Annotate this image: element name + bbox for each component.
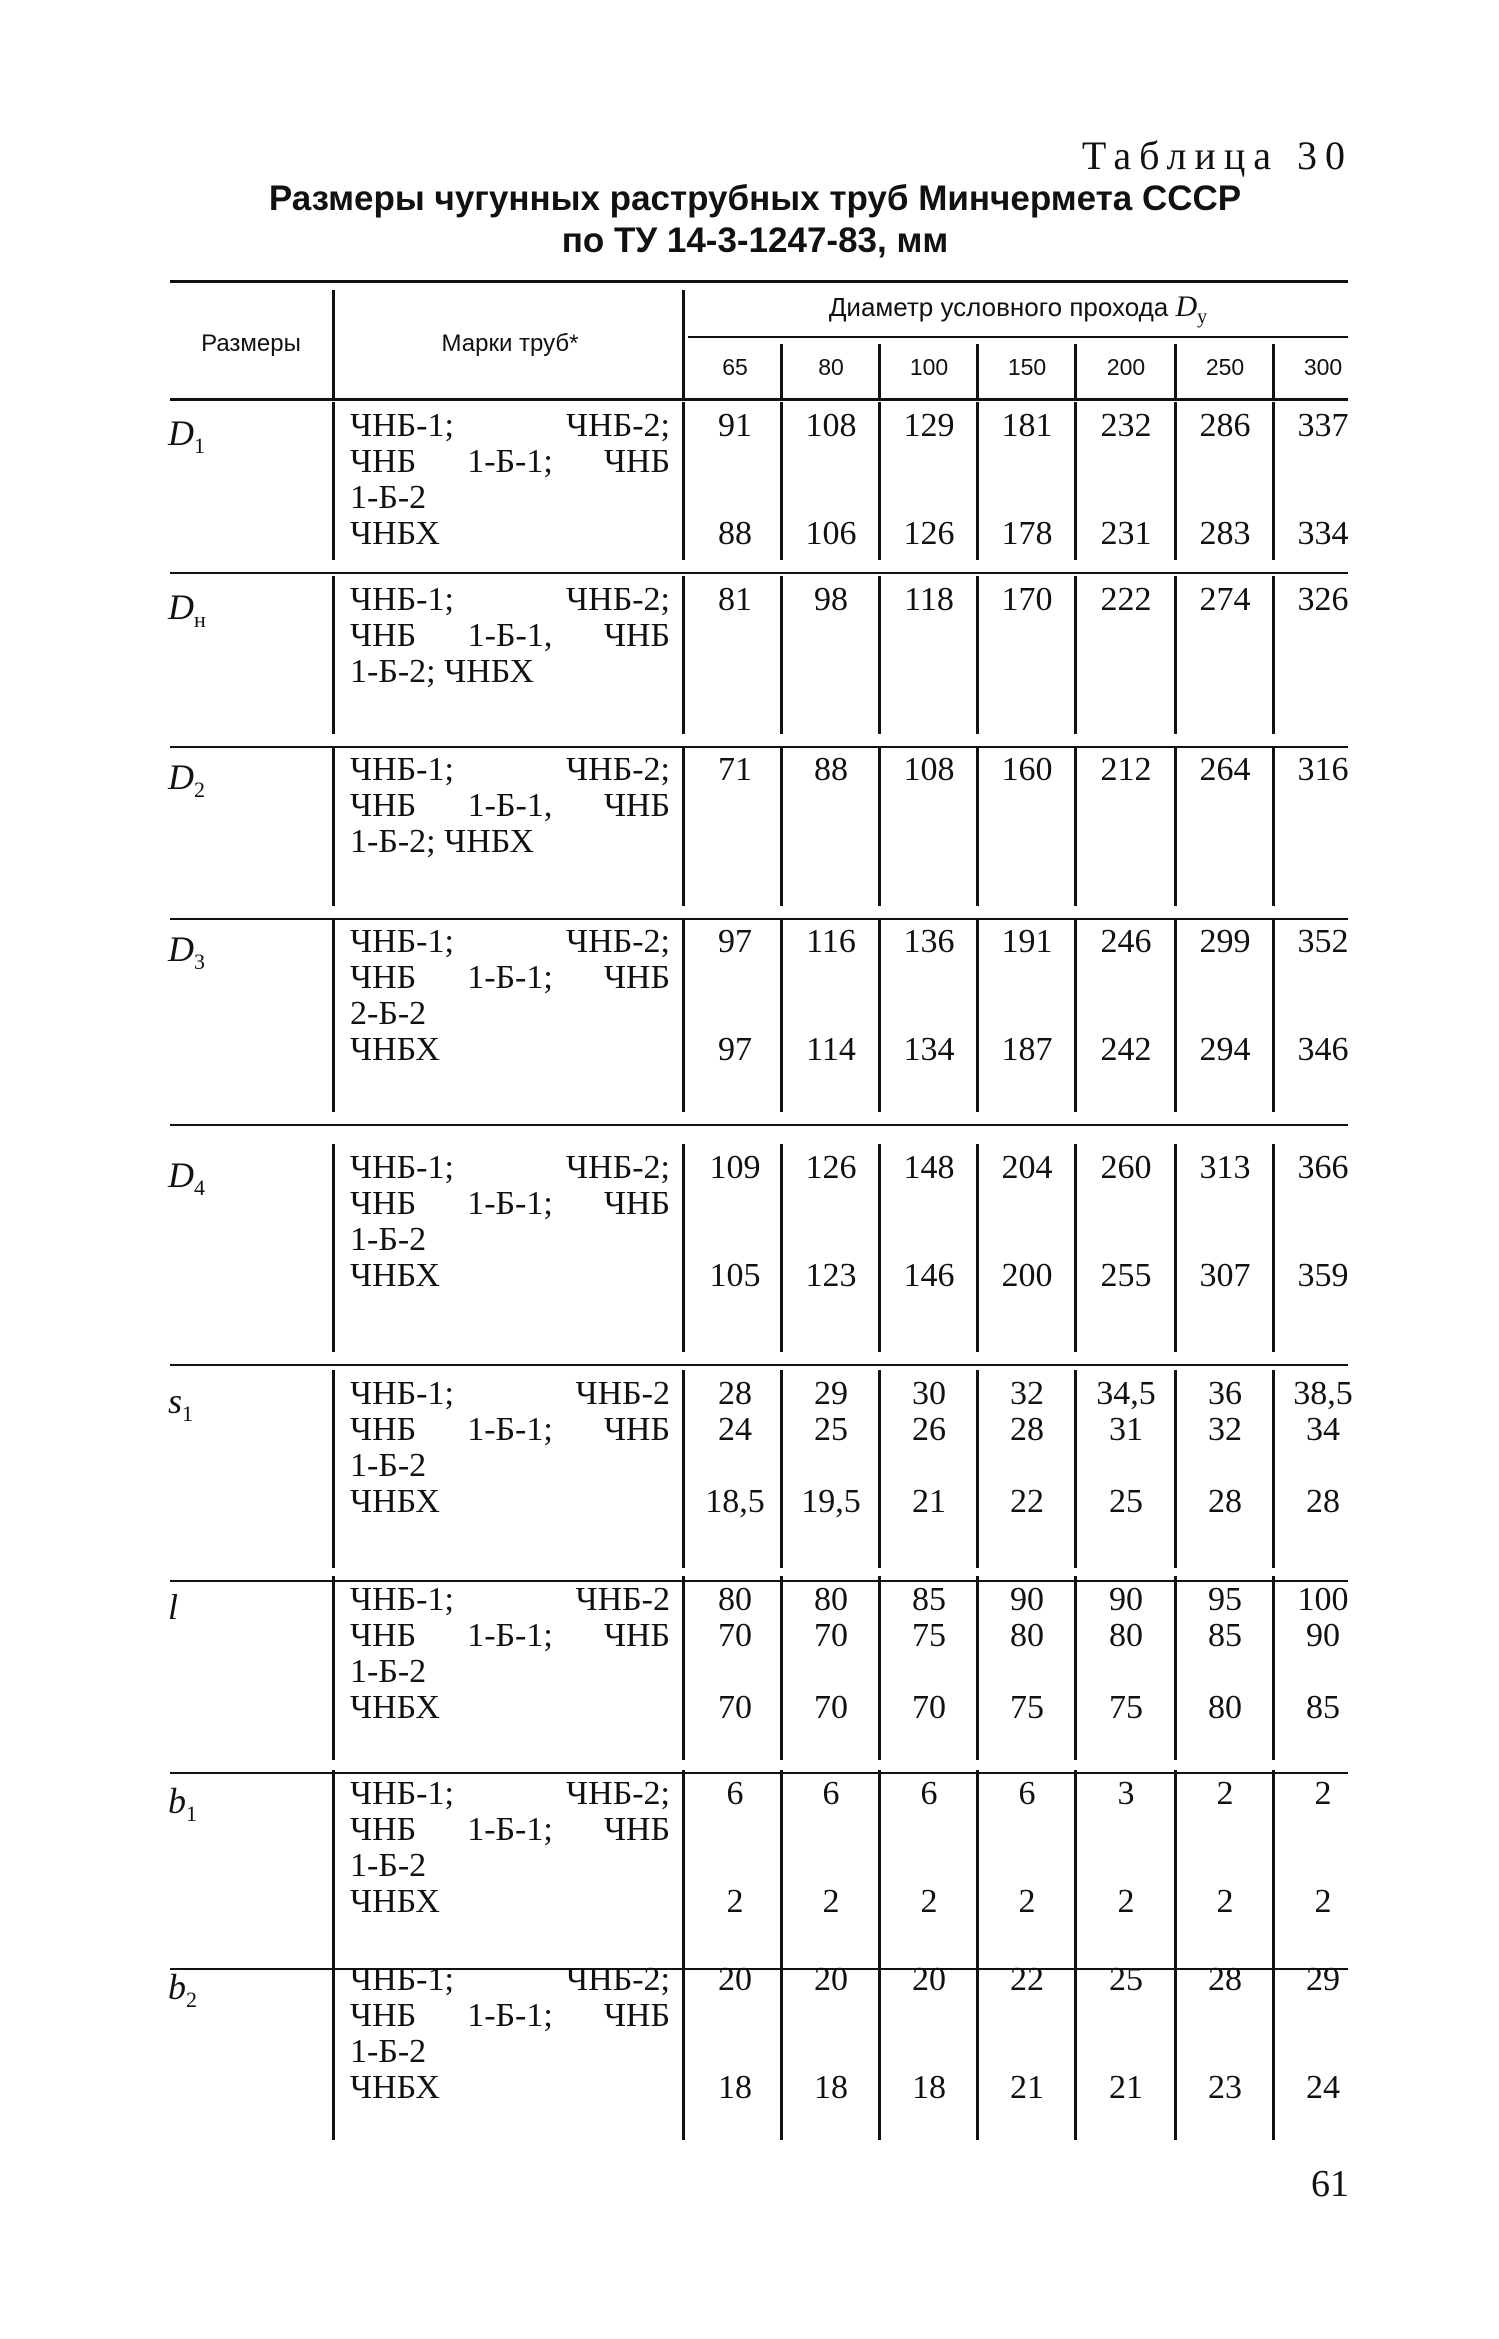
cell-value: 108	[805, 407, 857, 444]
cell-value: 246	[1100, 923, 1152, 960]
cell-value: 313	[1199, 1149, 1251, 1186]
cell-value: 29	[1306, 1961, 1340, 1998]
header-diameter-rule	[688, 336, 1348, 338]
row-vline-sizes	[332, 918, 335, 1112]
cell-value: 108	[903, 751, 955, 788]
cell-value: 75	[1109, 1689, 1143, 1726]
cell-value: 260	[1100, 1149, 1152, 1186]
pipe-mark-line: ЧНБ-1; ЧНБ-2;	[350, 407, 670, 444]
table-title-line-1: Размеры чугунных раструбных труб Минчермета СССР	[268, 179, 1242, 218]
cell-value: 32	[1010, 1375, 1044, 1412]
pipe-mark-line: 1-Б-2	[350, 1221, 427, 1258]
cell-value: 21	[1109, 2069, 1143, 2106]
cell-value: 2	[1314, 1883, 1332, 1920]
cell-value: 91	[718, 407, 752, 444]
cell-value: 26	[912, 1411, 946, 1448]
dimension-symbol: $D_3$	[168, 929, 205, 975]
row-vline-sizes	[332, 1956, 335, 2140]
row-separator	[170, 572, 1348, 574]
cell-value: 34	[1306, 1411, 1340, 1448]
cell-value: 20	[814, 1961, 848, 1998]
cell-value: 34,5	[1096, 1375, 1156, 1412]
cell-value: 20	[912, 1961, 946, 1998]
pipe-mark-line: ЧНБ-1; ЧНБ-2;	[350, 751, 670, 788]
cell-value: 148	[903, 1149, 955, 1186]
pipe-mark-line: ЧНБ 1-Б-1; ЧНБ	[350, 1997, 670, 2034]
header-bottom-rule	[170, 398, 1348, 401]
cell-value: 85	[1208, 1617, 1242, 1654]
cell-value: 204	[1001, 1149, 1053, 1186]
row-vline-marks	[682, 1144, 685, 1352]
cell-value: 71	[718, 751, 752, 788]
row-vline-sizes	[332, 1370, 335, 1568]
cell-value: 24	[718, 1411, 752, 1448]
cell-value: 97	[718, 923, 752, 960]
cell-value: 2	[920, 1883, 938, 1920]
pipe-mark-line: ЧНБ 1-Б-1; ЧНБ	[350, 959, 670, 996]
cell-value: 299	[1199, 923, 1251, 960]
cell-value: 187	[1001, 1031, 1053, 1068]
cell-value: 21	[912, 1483, 946, 1520]
row-separator	[170, 746, 1348, 748]
pipe-mark-line: ЧНБ-1; ЧНБ-2;	[350, 1961, 670, 1998]
cell-value: 22	[1010, 1961, 1044, 1998]
top-rule	[170, 280, 1348, 283]
cell-value: 88	[718, 515, 752, 552]
cell-value: 337	[1297, 407, 1349, 444]
dimension-symbol: $D_н$	[168, 587, 206, 633]
dimension-symbol: $D_1$	[168, 413, 205, 459]
cell-value: 30	[912, 1375, 946, 1412]
header-vline-sizes	[332, 290, 335, 398]
dimension-symbol: l	[168, 1587, 179, 1627]
cell-value: 170	[1001, 581, 1053, 618]
pipe-mark-line: 2-Б-2	[350, 995, 427, 1032]
cell-value: 286	[1199, 407, 1251, 444]
pipe-mark-line: ЧНБХ	[350, 1483, 440, 1520]
header-marks: Марки труб*	[441, 330, 579, 357]
cell-value: 28	[1208, 1961, 1242, 1998]
row-vline-marks	[682, 746, 685, 906]
pipe-mark-line: 1-Б-2	[350, 2033, 427, 2070]
row-separator	[170, 1364, 1348, 1366]
header-diameter-label: Диаметр условного прохода	[828, 292, 1169, 322]
cell-value: 70	[912, 1689, 946, 1726]
cell-value: 20	[718, 1961, 752, 1998]
cell-value: 18	[718, 2069, 752, 2106]
row-vline-marks	[682, 1770, 685, 1956]
dimension-symbol: $D_4$	[168, 1155, 205, 1201]
cell-value: 75	[912, 1617, 946, 1654]
cell-value: 80	[1109, 1617, 1143, 1654]
cell-value: 118	[904, 581, 954, 618]
cell-value: 31	[1109, 1411, 1143, 1448]
table-title-line-2: по ТУ 14-3-1247-83, мм	[561, 221, 949, 260]
cell-value: 146	[903, 1257, 955, 1294]
column-header-300: 300	[1303, 354, 1343, 380]
pipe-mark-line: 1-Б-2	[350, 1653, 427, 1690]
dimension-symbol: $D_2$	[168, 757, 205, 803]
pipe-mark-line: ЧНБ 1-Б-1, ЧНБ	[350, 787, 670, 824]
cell-value: 334	[1297, 515, 1349, 552]
cell-value: 283	[1199, 515, 1251, 552]
cell-value: 80	[718, 1581, 752, 1618]
cell-value: 81	[718, 581, 752, 618]
cell-value: 2	[1216, 1775, 1234, 1812]
cell-value: 359	[1297, 1257, 1349, 1294]
cell-value: 29	[814, 1375, 848, 1412]
pipe-mark-line: 1-Б-2	[350, 1847, 427, 1884]
cell-value: 160	[1001, 751, 1053, 788]
row-vline-marks	[682, 402, 685, 560]
pipe-mark-line: 1-Б-2	[350, 479, 427, 516]
column-header-65: 65	[722, 354, 748, 380]
cell-value: 24	[1306, 2069, 1340, 2106]
pipe-mark-line: 1-Б-2	[350, 1447, 427, 1484]
cell-value: 200	[1001, 1257, 1053, 1294]
cell-value: 212	[1100, 751, 1152, 788]
cell-value: 28	[1306, 1483, 1340, 1520]
cell-value: 6	[822, 1775, 840, 1812]
cell-value: 181	[1001, 407, 1053, 444]
column-header-100: 100	[909, 354, 949, 380]
cell-value: 100	[1297, 1581, 1349, 1618]
cell-value: 2	[726, 1883, 744, 1920]
row-vline-marks	[682, 1370, 685, 1568]
cell-value: 25	[1109, 1961, 1143, 1998]
cell-value: 25	[814, 1411, 848, 1448]
cell-value: 6	[1018, 1775, 1036, 1812]
cell-value: 346	[1297, 1031, 1349, 1068]
header-sizes: Размеры	[201, 330, 301, 357]
pipe-mark-line: ЧНБХ	[350, 1257, 440, 1294]
row-vline-sizes	[332, 746, 335, 906]
pipe-mark-line: ЧНБХ	[350, 1689, 440, 1726]
cell-value: 28	[1208, 1483, 1242, 1520]
cell-value: 105	[709, 1257, 761, 1294]
header-vline-marks	[682, 290, 685, 398]
pipe-mark-line: ЧНБ-1; ЧНБ-2;	[350, 1775, 670, 1812]
row-separator	[170, 918, 1348, 920]
pipe-mark-line: ЧНБ 1-Б-1, ЧНБ	[350, 617, 670, 654]
cell-value: 70	[814, 1617, 848, 1654]
cell-value: 134	[903, 1031, 955, 1068]
pipe-mark-line: 1-Б-2; ЧНБХ	[350, 823, 534, 860]
column-header-200: 200	[1106, 354, 1146, 380]
cell-value: 2	[822, 1883, 840, 1920]
cell-value: 97	[718, 1031, 752, 1068]
column-header-250: 250	[1205, 354, 1245, 380]
cell-value: 222	[1100, 581, 1152, 618]
pipe-mark-line: ЧНБ 1-Б-1; ЧНБ	[350, 1185, 670, 1222]
pipe-mark-line: ЧНБ-1; ЧНБ-2	[350, 1375, 670, 1412]
cell-value: 316	[1297, 751, 1349, 788]
row-vline-marks	[682, 1576, 685, 1760]
cell-value: 70	[718, 1617, 752, 1654]
cell-value: 264	[1199, 751, 1251, 788]
pipe-mark-line: ЧНБ 1-Б-1; ЧНБ	[350, 1411, 670, 1448]
cell-value: 178	[1001, 515, 1053, 552]
header-diameter-symbol: $D_у$	[1175, 290, 1208, 328]
pipe-mark-line: ЧНБ-1; ЧНБ-2;	[350, 923, 670, 960]
cell-value: 88	[814, 751, 848, 788]
cell-value: 38,5	[1293, 1375, 1353, 1412]
cell-value: 2	[1216, 1883, 1234, 1920]
column-header-150: 150	[1007, 354, 1047, 380]
cell-value: 106	[805, 515, 857, 552]
cell-value: 6	[726, 1775, 744, 1812]
column-header-80: 80	[818, 354, 844, 380]
cell-value: 28	[718, 1375, 752, 1412]
cell-value: 294	[1199, 1031, 1251, 1068]
pipe-mark-line: 1-Б-2; ЧНБХ	[350, 653, 534, 690]
cell-value: 3	[1117, 1775, 1135, 1812]
cell-value: 90	[1109, 1581, 1143, 1618]
pipe-mark-line: ЧНБХ	[350, 1031, 440, 1068]
cell-value: 307	[1199, 1257, 1251, 1294]
cell-value: 90	[1010, 1581, 1044, 1618]
pipe-mark-line: ЧНБ-1; ЧНБ-2;	[350, 1149, 670, 1186]
cell-value: 126	[903, 515, 955, 552]
cell-value: 2	[1018, 1883, 1036, 1920]
pipe-mark-line: ЧНБХ	[350, 515, 440, 552]
cell-value: 114	[806, 1031, 856, 1068]
cell-value: 366	[1297, 1149, 1349, 1186]
cell-value: 255	[1100, 1257, 1152, 1294]
cell-value: 80	[1208, 1689, 1242, 1726]
pipe-mark-line: ЧНБХ	[350, 2069, 440, 2106]
cell-value: 75	[1010, 1689, 1044, 1726]
cell-value: 326	[1297, 581, 1349, 618]
cell-value: 126	[805, 1149, 857, 1186]
dimension-symbol: $b_1$	[168, 1781, 197, 1827]
cell-value: 85	[1306, 1689, 1340, 1726]
cell-value: 70	[814, 1689, 848, 1726]
cell-value: 242	[1100, 1031, 1152, 1068]
row-vline-sizes	[332, 1770, 335, 1956]
cell-value: 274	[1199, 581, 1251, 618]
cell-value: 116	[806, 923, 856, 960]
row-vline-sizes	[332, 1576, 335, 1760]
pipe-mark-line: ЧНБ 1-Б-1; ЧНБ	[350, 1811, 670, 1848]
cell-value: 36	[1208, 1375, 1242, 1412]
header-diameter	[688, 290, 1348, 329]
row-vline-marks	[682, 918, 685, 1112]
page-number: 61	[1311, 2163, 1349, 2205]
cell-value: 98	[814, 581, 848, 618]
cell-value: 2	[1314, 1775, 1332, 1812]
cell-value: 232	[1100, 407, 1152, 444]
cell-value: 136	[903, 923, 955, 960]
cell-value: 25	[1109, 1483, 1143, 1520]
cell-value: 2	[1117, 1883, 1135, 1920]
cell-value: 28	[1010, 1411, 1044, 1448]
cell-value: 6	[920, 1775, 938, 1812]
dimension-symbol: $b_2$	[168, 1967, 197, 2013]
dimension-symbol: $s_1$	[168, 1381, 194, 1427]
cell-value: 123	[805, 1257, 857, 1294]
cell-value: 21	[1010, 2069, 1044, 2106]
cell-value: 22	[1010, 1483, 1044, 1520]
row-separator	[170, 1772, 1348, 1774]
cell-value: 129	[903, 407, 955, 444]
cell-value: 85	[912, 1581, 946, 1618]
cell-value: 109	[709, 1149, 761, 1186]
row-vline-marks	[682, 576, 685, 734]
cell-value: 80	[814, 1581, 848, 1618]
cell-value: 18	[912, 2069, 946, 2106]
row-vline-marks	[682, 1956, 685, 2140]
row-separator	[170, 1124, 1348, 1126]
cell-value: 70	[718, 1689, 752, 1726]
cell-value: 80	[1010, 1617, 1044, 1654]
pipe-mark-line: ЧНБ-1; ЧНБ-2;	[350, 581, 670, 618]
cell-value: 352	[1297, 923, 1349, 960]
table-number: Таблица 30	[1081, 133, 1353, 178]
pipe-mark-line: ЧНБХ	[350, 1883, 440, 1920]
cell-value: 95	[1208, 1581, 1242, 1618]
table-title	[170, 178, 1340, 262]
cell-value: 19,5	[801, 1483, 861, 1520]
row-vline-sizes	[332, 402, 335, 560]
pipe-mark-line: ЧНБ 1-Б-1; ЧНБ	[350, 443, 670, 480]
row-vline-sizes	[332, 1144, 335, 1352]
pipe-mark-line: ЧНБ-1; ЧНБ-2	[350, 1581, 670, 1618]
cell-value: 231	[1100, 515, 1152, 552]
pipe-mark-line: ЧНБ 1-Б-1; ЧНБ	[350, 1617, 670, 1654]
cell-value: 32	[1208, 1411, 1242, 1448]
row-vline-sizes	[332, 576, 335, 734]
cell-value: 23	[1208, 2069, 1242, 2106]
cell-value: 191	[1001, 923, 1053, 960]
cell-value: 18,5	[705, 1483, 765, 1520]
cell-value: 18	[814, 2069, 848, 2106]
cell-value: 90	[1306, 1617, 1340, 1654]
